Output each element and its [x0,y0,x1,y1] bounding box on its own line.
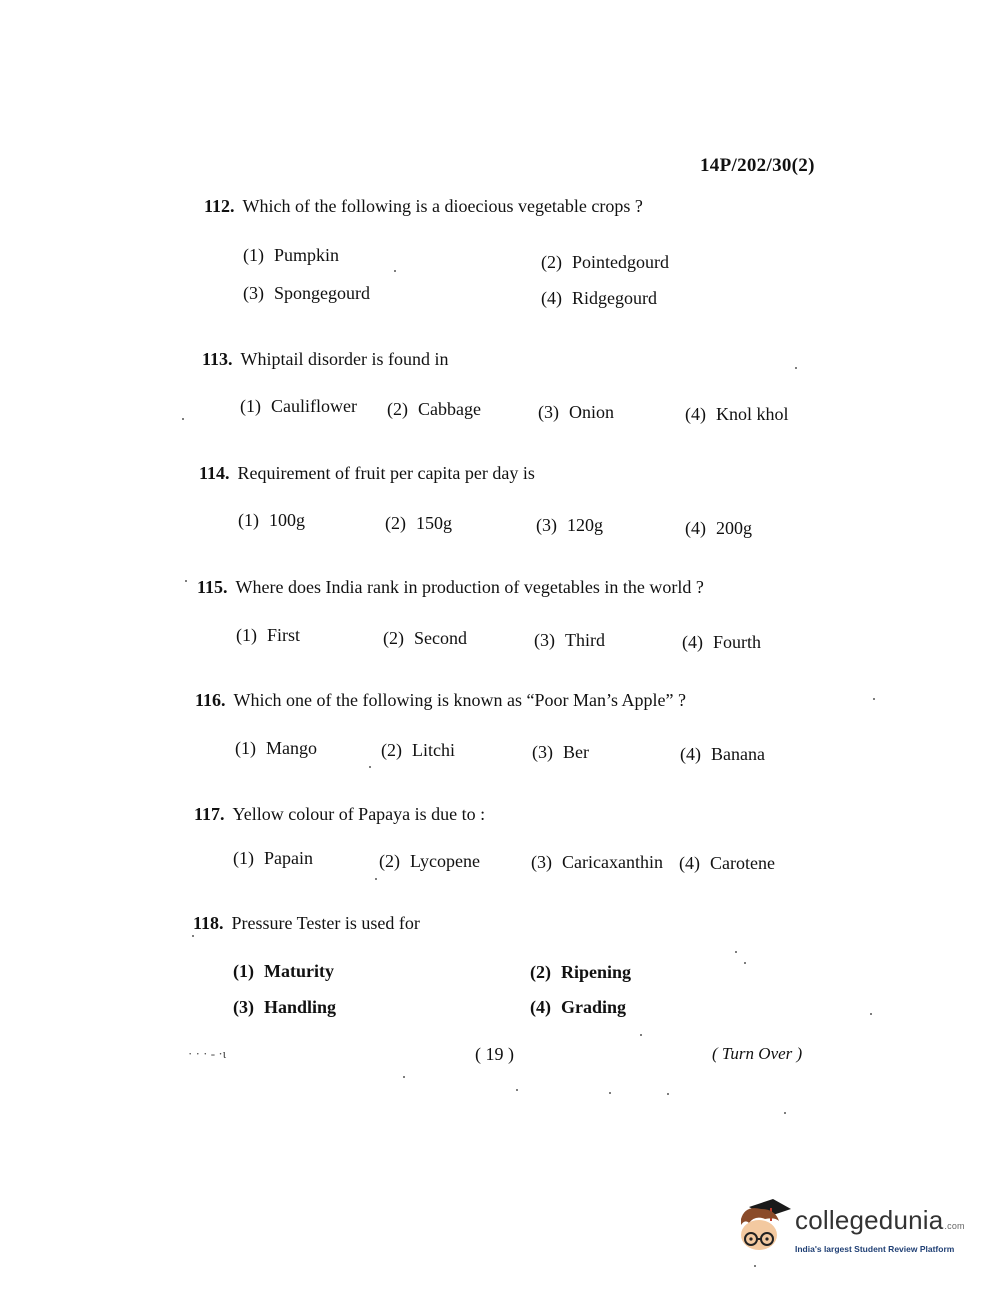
option-113-4: (4) Knol khol [685,404,789,424]
option-112-4: (4) Ridgegourd [541,288,657,308]
logo-tagline: India's largest Student Review Platform [795,1244,955,1254]
page-number: ( 19 ) [475,1044,514,1064]
question-text: Which of the following is a dioecious vegetable crops ? [242,196,643,216]
option-114-2: (2) 150g [385,513,452,533]
option-115-4: (4) Fourth [682,632,762,652]
option-113-2: (2) Cabbage [387,399,481,419]
scan-speck [873,698,875,700]
option-118-1: (1) Maturity [233,961,334,981]
question-text: Pressure Tester is used for [231,913,420,933]
question-115 [197,577,704,598]
scan-speck [192,935,194,937]
option-117-4: (4) Carotene [679,853,775,873]
option-116-3: (3) Ber [532,742,589,762]
scan-speck [394,270,396,272]
option-116-4: (4) Banana [680,744,765,764]
question-number: 116. [195,690,226,710]
question-number: 113. [202,349,233,369]
turn-over-label: ( Turn Over ) [712,1044,803,1063]
option-117-3: (3) Caricaxanthin [531,852,663,872]
question-118 [193,913,420,934]
option-113-3: (3) Onion [538,402,614,422]
scan-speck [609,1092,611,1094]
question-text: Whiptail disorder is found in [240,349,449,369]
footer-mark: · · · - ·ι [188,1046,227,1061]
question-117 [194,804,485,825]
option-112-2: (2) Pointedgourd [541,252,669,272]
option-117-2: (2) Lycopene [379,851,480,871]
scan-speck [744,962,746,964]
question-text: Requirement of fruit per capita per day is [237,463,535,483]
scan-speck [795,367,797,369]
option-116-1: (1) Mango [235,738,317,758]
option-118-3: (3) Handling [233,997,337,1017]
option-112-3: (3) Spongegourd [243,283,370,303]
question-116 [195,690,686,711]
question-112 [204,196,643,217]
scan-speck [516,1089,518,1091]
option-116-2: (2) Litchi [381,740,455,760]
question-text: Which one of the following is known as “Poor Man’s Apple” ? [233,690,686,710]
question-113 [202,349,448,370]
scan-speck [375,878,377,880]
scan-speck [182,418,184,420]
mascot-icon [735,1195,793,1257]
scan-speck [735,951,737,953]
option-114-3: (3) 120g [536,515,603,535]
question-number: 117. [194,804,225,824]
scan-speck [870,1013,872,1015]
question-number: 112. [204,196,235,216]
logo-suffix: .com [944,1221,965,1231]
option-113-1: (1) Cauliflower [240,396,357,416]
paper-code: 14P/202/30(2) [700,155,815,176]
option-117-1: (1) Papain [233,848,313,868]
scan-speck [754,1265,756,1267]
option-112-1: (1) Pumpkin [243,245,340,265]
scan-speck [667,1093,669,1095]
scan-speck [403,1076,405,1078]
question-number: 114. [199,463,230,483]
question-number: 115. [197,577,228,597]
question-text: Where does India rank in production of vegetables in the world ? [235,577,704,597]
question-114 [199,463,535,484]
option-115-3: (3) Third [534,630,605,650]
scan-speck [640,1034,642,1036]
option-118-2: (2) Ripening [530,962,632,982]
question-number: 118. [193,913,224,933]
logo-name: collegedunia [795,1205,944,1235]
option-115-2: (2) Second [383,628,467,648]
scan-speck [369,766,371,768]
scan-speck [784,1112,786,1114]
option-118-4: (4) Grading [530,997,627,1017]
option-114-1: (1) 100g [238,510,305,530]
collegedunia-logo [735,1195,965,1265]
scan-speck [185,580,187,582]
question-text: Yellow colour of Papaya is due to : [232,804,486,824]
option-114-4: (4) 200g [685,518,752,538]
option-115-1: (1) First [236,625,301,645]
